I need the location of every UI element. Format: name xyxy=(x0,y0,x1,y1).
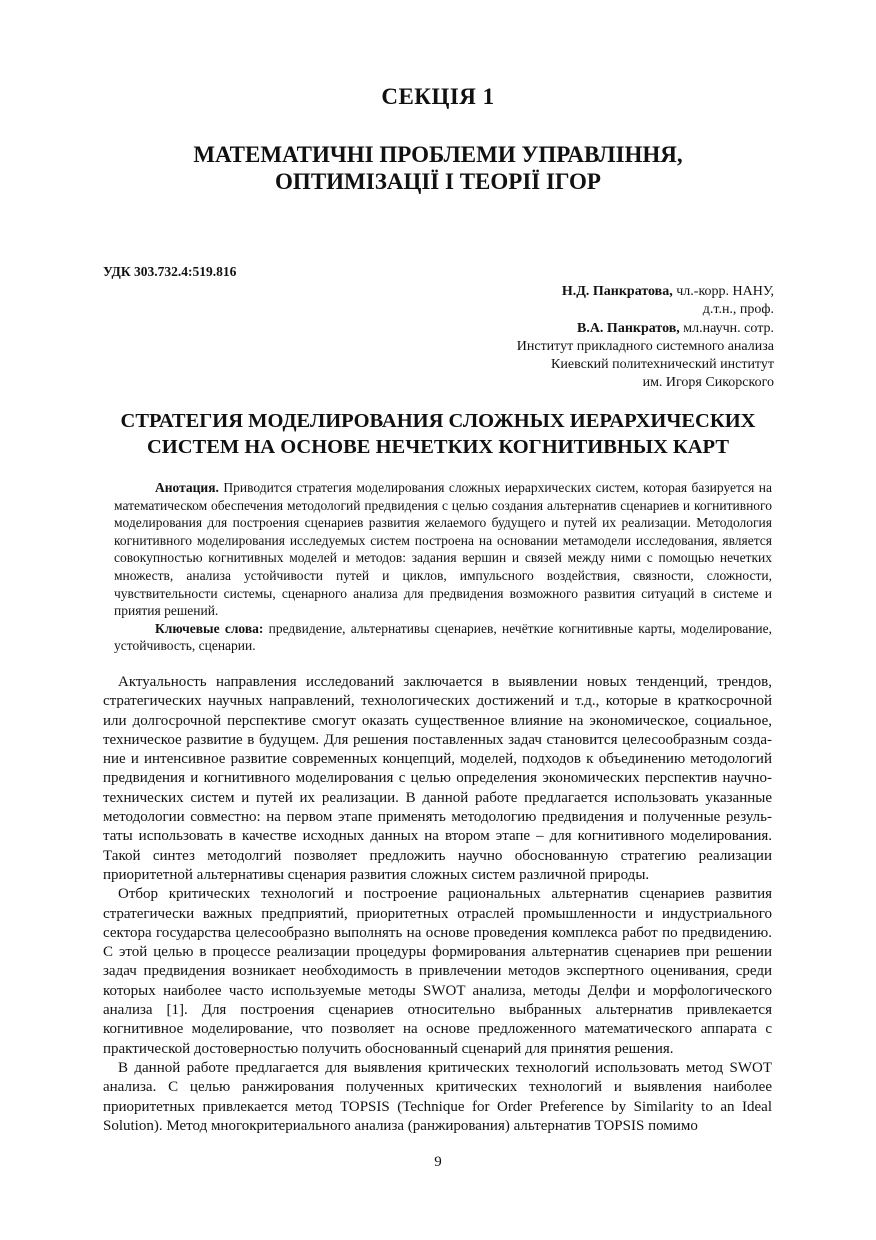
author-1-name: Н.Д. Панкратова, xyxy=(561,284,673,299)
article-title-line-1: СТРАТЕГИЯ МОДЕЛИРОВАНИЯ СЛОЖНЫХ ИЕРАРХИЧЕСКИХ xyxy=(120,410,756,432)
article-title xyxy=(0,408,876,460)
body-paragraph-1: Актуальность направления исследований заключается в выявлении новых тенденций, трендов, стратегических научных направлений, технологических достижений и т.д., которые в краткосрочной или долгосрочной перспективе смогут оказать существенное влияние на экономическое, социальное, техническое развитие в будущем. Для решения поставленных задач становится целесообразным создание и интенсивное развитие современных концепций, моделей, подходов к объединению методологий предвидения и когнитивного моделирования с целью определения экономических перспектив научнотехнических систем и путей их реализации. В данной работе предлагается использовать указанные методологии совместно: на первом этапе применять методологию предвидения и полученные результаты использовать в качестве исходных данных на втором этапе – для когнитивного моделирования. Такой синтез методолгий позволяет предложить научно обоснованную стратегию реализации приоритетной альтернативы сценария развития сложных систем различной природы. xyxy=(103,674,772,883)
abstract-paragraph xyxy=(114,479,772,620)
keywords-text: предвидение, альтернативы сценариев, нечёткие когнитивные карты, моделирование, устойчивость, сценарии. xyxy=(114,620,773,654)
section-title-line-2: ОПТИМІЗАЦІЇ І ТЕОРІЇ ІГОР xyxy=(275,169,601,194)
authors-block xyxy=(517,283,774,393)
section-title xyxy=(0,141,876,195)
body-paragraph-2: Отбор критических технологий и построение рациональных альтернатив сценариев развития стратегически важных предприятий, приоритетных отраслей промышленности и индустриального сектора государства целесообразно выполнять на основе проведения комплекса работ по предвидению. С этой целью в процессе реализации процедуры формирования альтернатив сценариев при решении задач предвидения возникает необходимость в привлечении методов экспертного оценивания, среди которых наиболее часто используемые методы SWOT анализа, методы Делфи и морфологического анализа [1]. Для построения сценариев относительно выбранных альтернатив привлекается когнитивное моделирование, что позволяет на основе предложенного математического аппарата с практической достоверностью получить обоснованный сценарий для принятия решения. xyxy=(103,886,772,1057)
author-2-role: мл.научн. сотр. xyxy=(679,320,774,336)
body-text xyxy=(103,673,772,1136)
page-number: 9 xyxy=(434,1154,442,1170)
keywords-paragraph xyxy=(114,620,772,655)
author-1-degree: д.т.н., проф. xyxy=(702,302,774,318)
author-2-name: В.А. Панкратов, xyxy=(576,320,680,336)
abstract-label: Анотация. xyxy=(155,480,219,495)
udk-code: УДК 303.732.4:519.816 xyxy=(103,264,237,279)
abstract-block xyxy=(114,479,772,655)
section-title-line-1: МАТЕМАТИЧНІ ПРОБЛЕМИ УПРАВЛІННЯ, xyxy=(193,142,683,167)
author-1-role: чл.-корр. НАНУ, xyxy=(672,284,774,299)
keywords-label: Ключевые слова: xyxy=(155,620,264,636)
affiliation-line-2: Киевский политехнический институт xyxy=(551,357,774,373)
affiliation-line-1: Институт прикладного системного анализа xyxy=(516,338,774,354)
article-title-line-2: СИСТЕМ НА ОСНОВЕ НЕЧЕТКИХ КОГНИТИВНЫХ КАРТ xyxy=(146,436,729,458)
body-paragraph-3: В данной работе предлагается для выявления критических технологий использовать метод SWOT анализа. С целью ранжирования полученных критических технологий и выявления наиболее приоритетных привлекается метод TOPSIS (Technique for Order Preference by Similarity to an Ideal Solution). Метод многокритериального анализа (ранжирования) альтернатив TOPSIS помимо xyxy=(103,1059,772,1134)
author-2-line xyxy=(517,320,774,338)
affiliation-line-3: им. Игоря Сикорского xyxy=(642,375,774,391)
abstract-text: Приводится стратегия моделирования сложных иерархических систем, которая базируется на математическом обеспечения методологий предвидения с целью создания альтернатив сценариев и когнитивного моделирования для построения сценариев развития желаемого будущего и путей их реализации. Методология когнитивного моделирования исследуемых систем построена на основании метамодели исследования, является совокупностью когнитивных моделей и методов: задания вершин и связей между ними с помощью нечетких множеств, анализа устойчивости путей и циклов, импульсного воздействия, связности, сложности, чувствительности системы, сценарного анализа для предвидения возможного развития ситуаций в системе и приятия решений. xyxy=(114,480,772,619)
author-1-line xyxy=(517,283,774,301)
section-number: СЕКЦІЯ 1 xyxy=(381,84,495,109)
